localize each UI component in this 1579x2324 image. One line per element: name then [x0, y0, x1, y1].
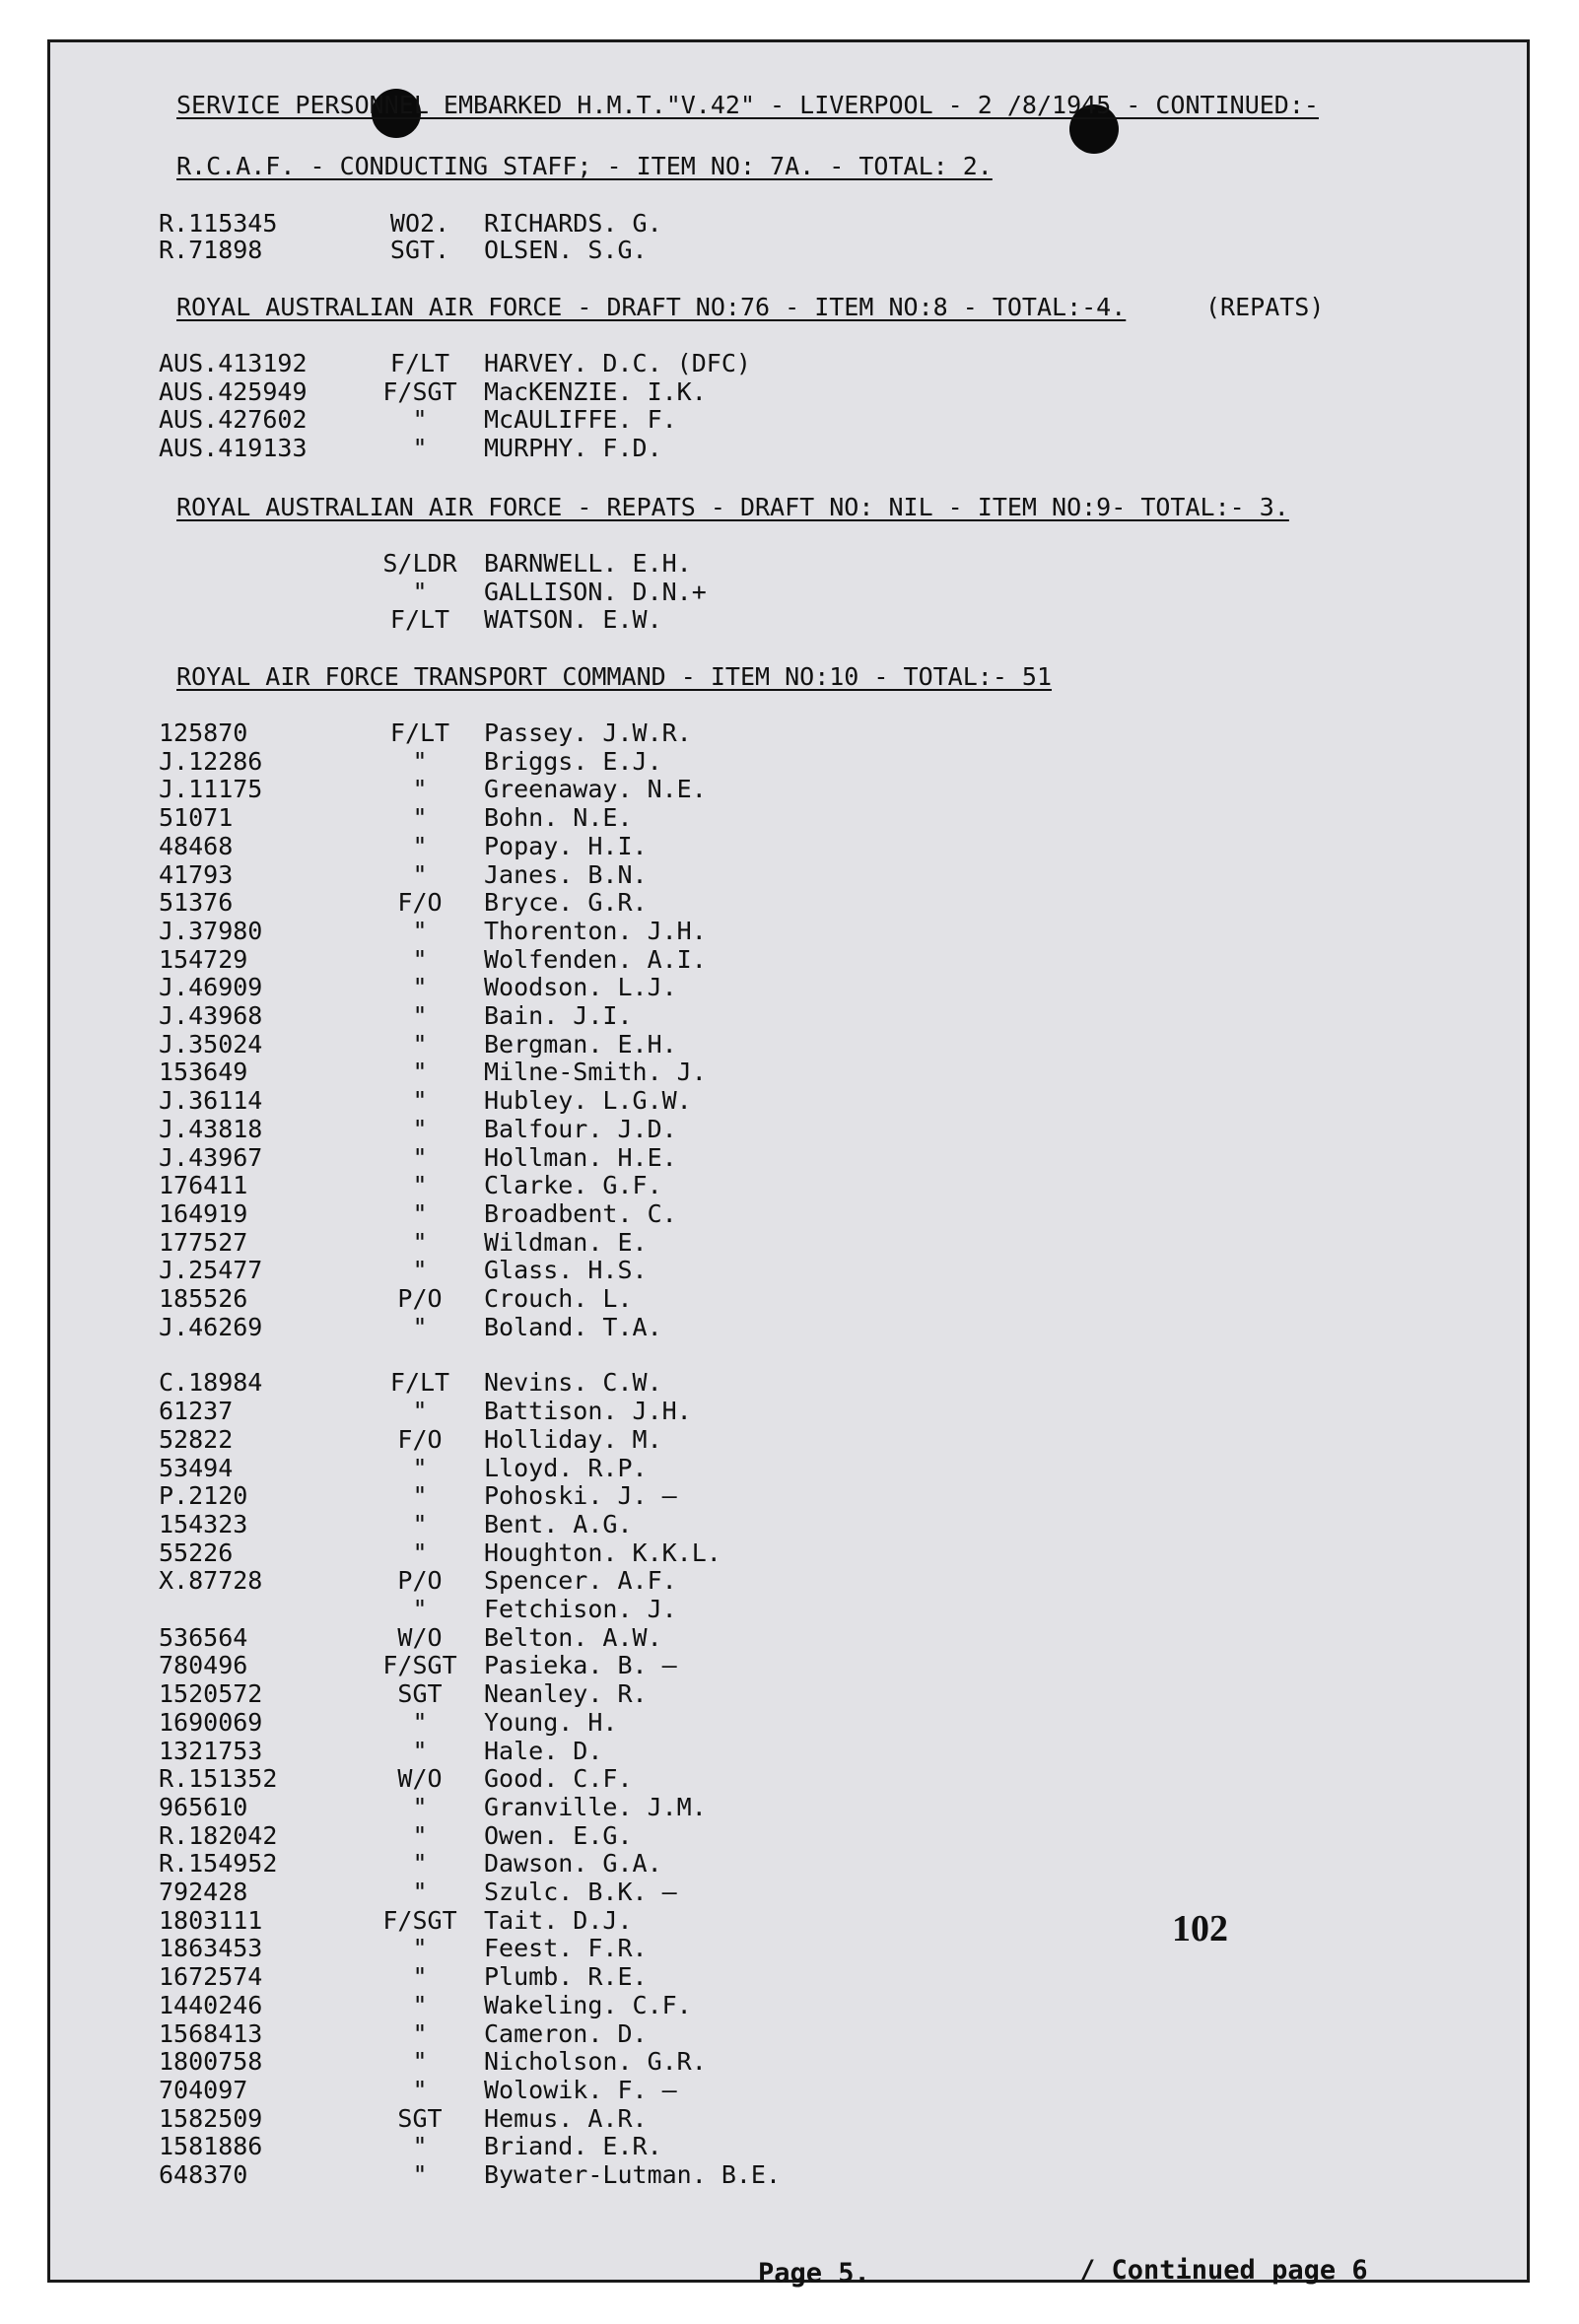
personnel-row [50, 378, 1529, 406]
personnel-row [50, 1709, 1529, 1737]
person-name: Young. H. [484, 1707, 618, 1737]
personnel-row [50, 1680, 1529, 1708]
rank: " [412, 1509, 428, 1538]
rank: F/O [397, 1424, 443, 1454]
person-name: Granville. J.M. [484, 1792, 707, 1821]
person-name: MURPHY. F.D. [484, 433, 662, 462]
person-name: Szulc. B.K. — [484, 1878, 677, 1906]
rank: F/O [397, 888, 443, 918]
service-number: 1582509 [159, 2103, 263, 2133]
service-number: AUS.427602 [159, 405, 308, 434]
rank: W/O [397, 1764, 443, 1794]
rank: " [412, 1029, 428, 1059]
person-name: McAULIFFE. F. [484, 405, 677, 434]
rank: " [412, 1171, 428, 1200]
personnel-row [50, 833, 1529, 860]
rank: F/SGT [382, 1651, 457, 1680]
service-number: J.37980 [159, 916, 263, 945]
personnel-row [50, 719, 1529, 747]
service-number: 48468 [159, 831, 234, 860]
rank: F/LT [389, 349, 450, 377]
service-number: 1440246 [159, 1990, 263, 2019]
rank: " [412, 1058, 428, 1087]
personnel-row [50, 1935, 1529, 1962]
personnel-row [50, 748, 1529, 776]
rank: " [412, 2047, 428, 2077]
document-page [47, 39, 1530, 2289]
personnel-row [50, 1031, 1529, 1059]
service-number: 965610 [159, 1792, 248, 1821]
service-number: 154323 [159, 1509, 248, 1538]
section-heading: ROYAL AUSTRALIAN AIR FORCE - DRAFT NO:76 - ITEM NO:8 - TOTAL:-4. [176, 293, 1127, 321]
service-number: 1568413 [159, 2018, 263, 2048]
person-name: Boland. T.A. [484, 1312, 662, 1341]
personnel-row [50, 550, 1529, 578]
continued-note: / Continued page 6 [1079, 2255, 1368, 2286]
rank: " [412, 1198, 428, 1228]
rank: " [412, 1990, 428, 2019]
personnel-row [50, 1652, 1529, 1679]
service-number: J.46269 [159, 1312, 263, 1341]
personnel-row [50, 2020, 1529, 2048]
personnel-row [50, 1567, 1529, 1595]
personnel-row [50, 579, 1529, 606]
section-heading: ROYAL AIR FORCE TRANSPORT COMMAND - ITEM NO:10 - TOTAL:- 51 [176, 662, 1053, 691]
service-number: P.2120 [159, 1481, 248, 1511]
person-name: Dawson. G.A. [484, 1849, 662, 1879]
rank: " [412, 1001, 428, 1030]
personnel-row [50, 1738, 1529, 1765]
rank: " [412, 405, 428, 434]
personnel-row [50, 350, 1529, 377]
person-name: Wildman. E. [484, 1227, 648, 1257]
personnel-row [50, 1200, 1529, 1228]
rank: SGT. [389, 236, 450, 264]
rank: " [412, 1878, 428, 1906]
person-name: GALLISON. D.N.+ [484, 577, 707, 606]
service-number: 51376 [159, 888, 234, 918]
personnel-row [50, 1087, 1529, 1115]
service-number: J.25477 [159, 1256, 263, 1285]
rank: " [412, 1453, 428, 1482]
person-name: Milne-Smith. J. [484, 1058, 707, 1087]
service-number: J.43818 [159, 1114, 263, 1143]
service-number: R.182042 [159, 1820, 278, 1850]
person-name: Wolfenden. A.I. [484, 944, 707, 974]
rank: " [412, 746, 428, 776]
service-number: 53494 [159, 1453, 234, 1482]
personnel-row [50, 2133, 1529, 2160]
personnel-row [50, 1907, 1529, 1935]
personnel-row [50, 1144, 1529, 1172]
service-number: 176411 [159, 1171, 248, 1200]
rank: " [412, 433, 428, 462]
rank: " [412, 2160, 428, 2189]
rank: " [412, 2018, 428, 2048]
rank: " [412, 1397, 428, 1426]
rank: " [412, 916, 428, 945]
person-name: Pohoski. J. — [484, 1481, 677, 1511]
personnel-row [50, 1624, 1529, 1652]
personnel-row [50, 210, 1529, 238]
rank: S/LDR [382, 549, 457, 578]
person-name: Hubley. L.G.W. [484, 1086, 692, 1116]
rank: P/O [397, 1284, 443, 1313]
person-name: Good. C.F. [484, 1764, 633, 1794]
person-name: Cameron. D. [484, 2018, 648, 2048]
person-name: Crouch. L. [484, 1284, 633, 1313]
service-number: 1321753 [159, 1736, 263, 1765]
personnel-row [50, 1511, 1529, 1538]
person-name: Spencer. A.F. [484, 1566, 677, 1596]
personnel-row [50, 1992, 1529, 2019]
rank: F/LT [389, 605, 450, 634]
rank: " [412, 1820, 428, 1850]
personnel-row [50, 2105, 1529, 2133]
person-name: Nicholson. G.R. [484, 2047, 707, 2077]
personnel-row [50, 946, 1529, 974]
person-name: Neanley. R. [484, 1679, 648, 1709]
person-name: Owen. E.G. [484, 1820, 633, 1850]
personnel-row [50, 776, 1529, 803]
person-name: Bergman. E.H. [484, 1029, 677, 1059]
rank: P/O [397, 1566, 443, 1596]
person-name: Glass. H.S. [484, 1256, 648, 1285]
person-name: Bryce. G.R. [484, 888, 648, 918]
personnel-row [50, 1116, 1529, 1143]
person-name: MacKENZIE. I.K. [484, 376, 707, 406]
section-note: (REPATS) [1205, 293, 1325, 321]
person-name: BARNWELL. E.H. [484, 549, 692, 578]
service-number: J.43967 [159, 1142, 263, 1172]
person-name: Thorenton. J.H. [484, 916, 707, 945]
service-number: 1672574 [159, 1962, 263, 1992]
personnel-row [50, 889, 1529, 917]
person-name: Bohn. N.E. [484, 803, 633, 833]
person-name: Hemus. A.R. [484, 2103, 648, 2133]
page-heading: SERVICE PERSONNEL EMBARKED H.M.T."V.42" - LIVERPOOL - 2 /8/1945 - CONTINUED:- [176, 91, 1319, 119]
personnel-row [50, 1172, 1529, 1199]
service-number: 792428 [159, 1878, 248, 1906]
personnel-row [50, 861, 1529, 889]
rank: F/SGT [382, 1905, 457, 1935]
rank: SGT [397, 1679, 443, 1709]
person-name: Popay. H.I. [484, 831, 648, 860]
person-name: Janes. B.N. [484, 859, 648, 889]
personnel-row [50, 2048, 1529, 2076]
service-number: 125870 [159, 718, 248, 747]
service-number: 1803111 [159, 1905, 263, 1935]
personnel-row [50, 918, 1529, 945]
personnel-row [50, 1002, 1529, 1030]
rank: " [412, 1595, 428, 1623]
personnel-row [50, 1257, 1529, 1284]
personnel-row [50, 1285, 1529, 1313]
rank: " [412, 831, 428, 860]
person-name: OLSEN. S.G. [484, 236, 648, 264]
service-number: J.12286 [159, 746, 263, 776]
service-number: 51071 [159, 803, 234, 833]
rank: " [412, 944, 428, 974]
person-name: Hale. D. [484, 1736, 603, 1765]
personnel-row [50, 1963, 1529, 1991]
rank: " [412, 859, 428, 889]
service-number: 704097 [159, 2075, 248, 2104]
person-name: WATSON. E.W. [484, 605, 662, 634]
page-number: Page 5. [758, 2258, 870, 2289]
rank: " [412, 1086, 428, 1116]
rank: F/LT [389, 1368, 450, 1398]
rank: " [412, 1849, 428, 1879]
rank: " [412, 775, 428, 804]
person-name: Hollman. H.E. [484, 1142, 677, 1172]
personnel-row [50, 237, 1529, 264]
rank: " [412, 577, 428, 606]
rank: " [412, 1962, 428, 1992]
person-name: RICHARDS. G. [484, 209, 662, 238]
service-number: 536564 [159, 1622, 248, 1652]
rank: F/SGT [382, 376, 457, 406]
personnel-row [50, 1596, 1529, 1623]
person-name: Bywater-Lutman. B.E. [484, 2160, 782, 2189]
service-number: 185526 [159, 1284, 248, 1313]
personnel-row [50, 1822, 1529, 1850]
service-number: R.71898 [159, 236, 263, 264]
service-number: R.154952 [159, 1849, 278, 1879]
person-name: Nevins. C.W. [484, 1368, 662, 1398]
personnel-row [50, 1794, 1529, 1821]
rank: " [412, 1736, 428, 1765]
personnel-row [50, 435, 1529, 462]
service-number: J.11175 [159, 775, 263, 804]
personnel-row [50, 406, 1529, 434]
personnel-row [50, 1765, 1529, 1793]
service-number: 41793 [159, 859, 234, 889]
person-name: Greenaway. N.E. [484, 775, 707, 804]
rank: " [412, 1481, 428, 1511]
personnel-row [50, 1229, 1529, 1257]
person-name: Belton. A.W. [484, 1622, 662, 1652]
rank: " [412, 1934, 428, 1963]
service-number: R.151352 [159, 1764, 278, 1794]
service-number: 780496 [159, 1651, 248, 1680]
service-number: 1581886 [159, 2132, 263, 2161]
rank: " [412, 1227, 428, 1257]
service-number: 1690069 [159, 1707, 263, 1737]
service-number: 1863453 [159, 1934, 263, 1963]
person-name: Wakeling. C.F. [484, 1990, 692, 2019]
service-number: 648370 [159, 2160, 248, 2189]
person-name: Clarke. G.F. [484, 1171, 662, 1200]
service-number: 1520572 [159, 1679, 263, 1709]
personnel-row [50, 1398, 1529, 1425]
person-name: Bent. A.G. [484, 1509, 633, 1538]
person-name: Feest. F.R. [484, 1934, 648, 1963]
personnel-row [50, 1850, 1529, 1878]
person-name: Houghton. K.K.L. [484, 1538, 721, 1567]
rank: " [412, 1312, 428, 1341]
person-name: Passey. J.W.R. [484, 718, 692, 747]
rank: " [412, 1792, 428, 1821]
folio-number: 102 [1172, 1908, 1228, 1949]
person-name: Fetchison. J. [484, 1595, 677, 1623]
service-number: J.43968 [159, 1001, 263, 1030]
personnel-row [50, 2161, 1529, 2189]
rank: " [412, 1707, 428, 1737]
person-name: Balfour. J.D. [484, 1114, 677, 1143]
service-number: AUS.413192 [159, 349, 308, 377]
person-name: Lloyd. R.P. [484, 1453, 648, 1482]
service-number: 52822 [159, 1424, 234, 1454]
service-number: 177527 [159, 1227, 248, 1257]
personnel-row [50, 2077, 1529, 2104]
rank: " [412, 1538, 428, 1567]
rank: " [412, 803, 428, 833]
person-name: Briggs. E.J. [484, 746, 662, 776]
personnel-row [50, 974, 1529, 1001]
personnel-row [50, 1482, 1529, 1510]
personnel-row [50, 1314, 1529, 1341]
service-number: 61237 [159, 1397, 234, 1426]
person-name: Woodson. L.J. [484, 973, 677, 1002]
rank: SGT [397, 2103, 443, 2133]
rank: " [412, 1256, 428, 1285]
rank: " [412, 1142, 428, 1172]
service-number: AUS.419133 [159, 433, 308, 462]
personnel-row [50, 804, 1529, 832]
personnel-row [50, 1455, 1529, 1482]
service-number: AUS.425949 [159, 376, 308, 406]
person-name: Battison. J.H. [484, 1397, 692, 1426]
personnel-row [50, 1369, 1529, 1397]
service-number: 164919 [159, 1198, 248, 1228]
person-name: Bain. J.I. [484, 1001, 633, 1030]
rank: WO2. [389, 209, 450, 238]
personnel-row [50, 1879, 1529, 1906]
service-number: 153649 [159, 1058, 248, 1087]
rank: " [412, 2132, 428, 2161]
rank: W/O [397, 1622, 443, 1652]
person-name: Holliday. M. [484, 1424, 662, 1454]
rank: " [412, 1114, 428, 1143]
service-number: J.35024 [159, 1029, 263, 1059]
personnel-row [50, 1539, 1529, 1567]
rank: F/LT [389, 718, 450, 747]
personnel-row [50, 1059, 1529, 1086]
section-heading: R.C.A.F. - CONDUCTING STAFF; - ITEM NO: 7A. - TOTAL: 2. [176, 152, 993, 180]
service-number: R.115345 [159, 209, 278, 238]
person-name: Plumb. R.E. [484, 1962, 648, 1992]
service-number: 154729 [159, 944, 248, 974]
personnel-row [50, 1426, 1529, 1454]
service-number: C.18984 [159, 1368, 263, 1398]
person-name: Wolowik. F. — [484, 2075, 677, 2104]
person-name: Broadbent. C. [484, 1198, 677, 1228]
rank: " [412, 973, 428, 1002]
person-name: Briand. E.R. [484, 2132, 662, 2161]
section-heading: ROYAL AUSTRALIAN AIR FORCE - REPATS - DRAFT NO: NIL - ITEM NO:9- TOTAL:- 3. [176, 493, 1289, 521]
personnel-row [50, 606, 1529, 634]
person-name: HARVEY. D.C. (DFC) [484, 349, 751, 377]
service-number: J.36114 [159, 1086, 263, 1116]
service-number: X.87728 [159, 1566, 263, 1596]
service-number: 55226 [159, 1538, 234, 1567]
person-name: Tait. D.J. [484, 1905, 633, 1935]
service-number: 1800758 [159, 2047, 263, 2077]
rank: " [412, 2075, 428, 2104]
person-name: Pasieka. B. — [484, 1651, 677, 1680]
service-number: J.46909 [159, 973, 263, 1002]
